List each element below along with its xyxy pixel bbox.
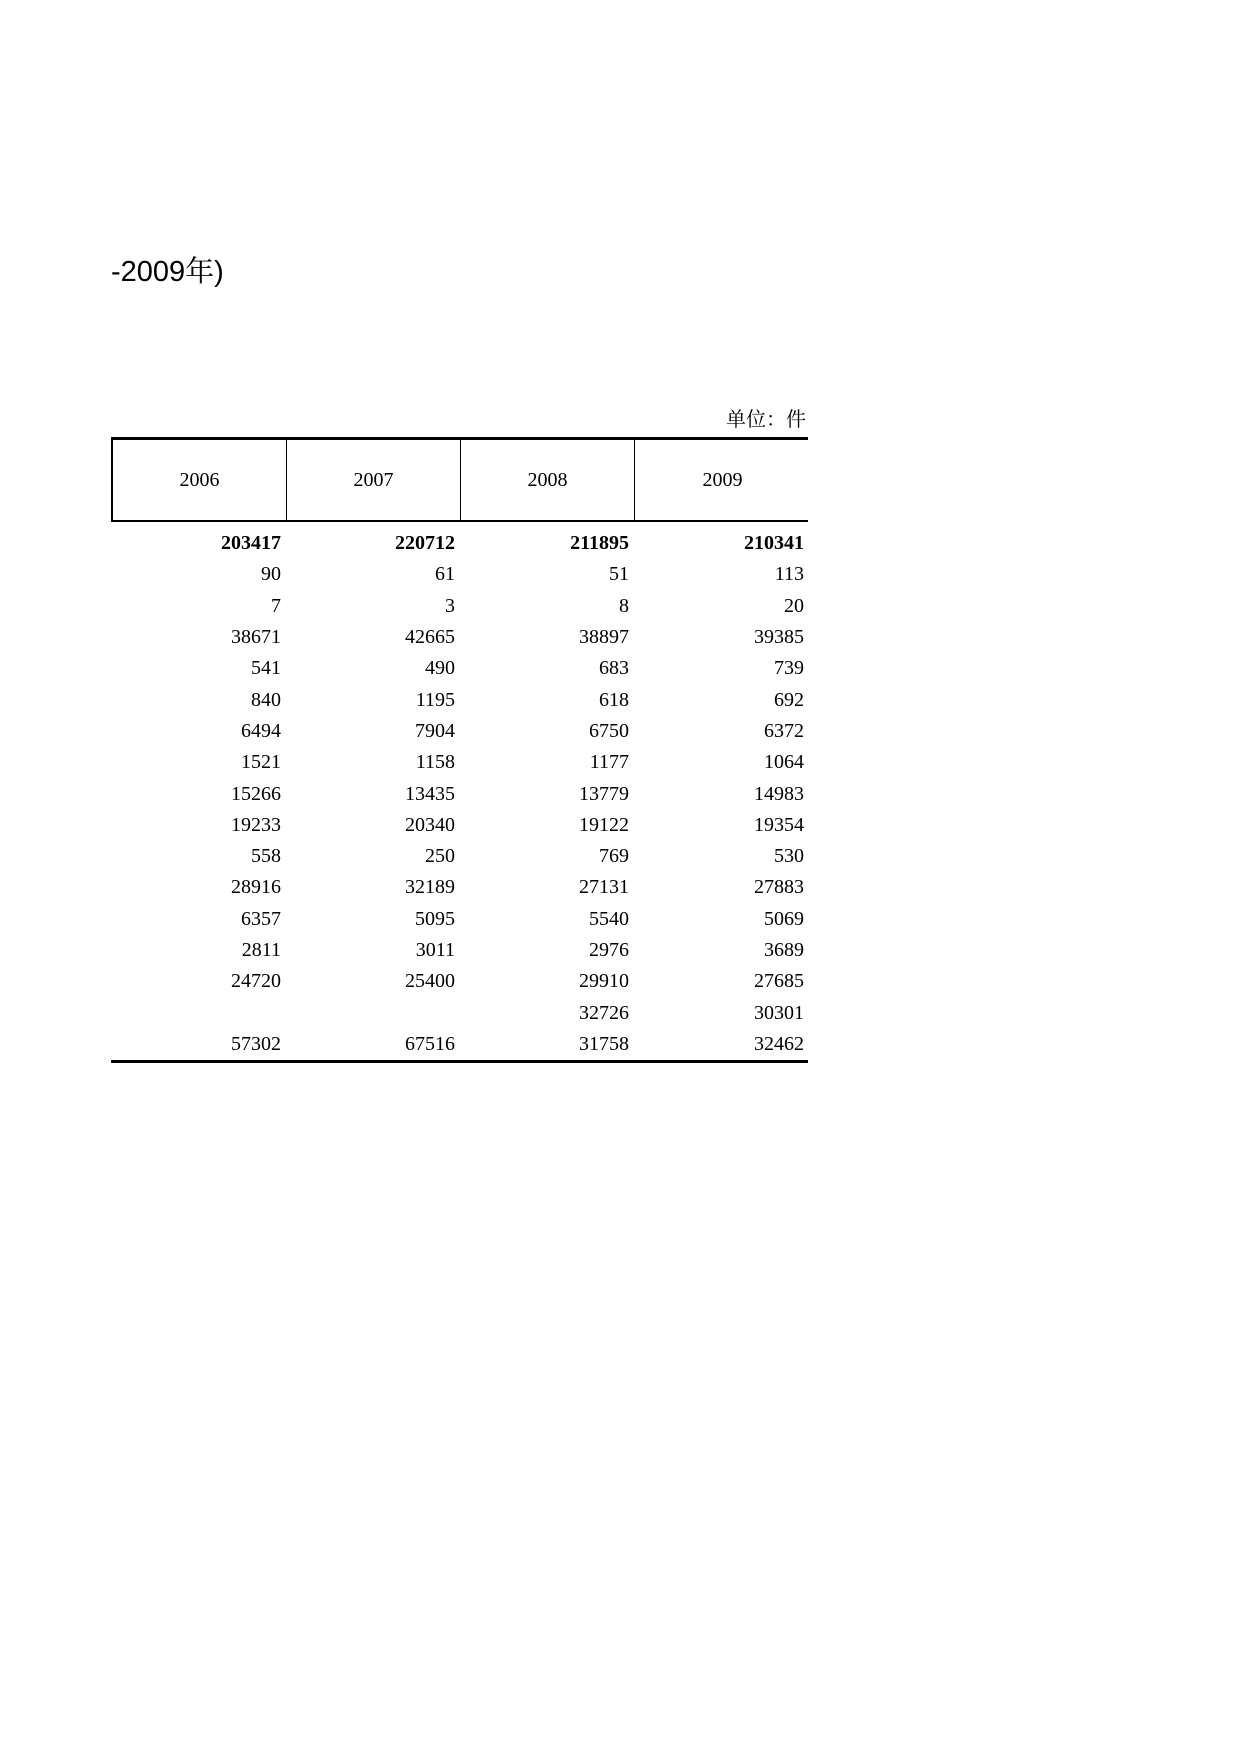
table-cell: 42665	[405, 626, 455, 649]
table-cell: 14983	[754, 782, 804, 805]
table-cell: 2976	[589, 939, 629, 961]
table-cell: 1195	[415, 688, 455, 711]
table-cell: 220712	[395, 532, 455, 555]
table-cell: 67516	[405, 1032, 455, 1055]
table-cell: 2811	[241, 939, 281, 961]
table-cell: 27685	[754, 970, 804, 993]
table-cell: 1521	[241, 751, 281, 774]
table-cell: 250	[425, 845, 455, 868]
table-cell: 210341	[744, 532, 804, 555]
table-cell: 51	[609, 563, 629, 586]
table-cell: 20	[784, 594, 804, 617]
table-cell: 1177	[589, 751, 629, 774]
table-cell: 203417	[221, 532, 281, 555]
table-cell: 3689	[764, 939, 804, 961]
table-cell: 8	[619, 594, 629, 617]
table-cell: 32726	[579, 1001, 629, 1024]
table-row	[111, 935, 808, 966]
table-row	[111, 591, 808, 622]
table-cell: 27883	[754, 876, 804, 899]
table-cell: 6372	[764, 719, 804, 742]
table-cell: 6494	[241, 719, 281, 742]
table-cell: 32189	[405, 876, 455, 899]
table-row	[111, 747, 808, 778]
table-cell: 38897	[579, 626, 629, 649]
table-cell: 5069	[764, 907, 804, 930]
table-cell: 57302	[231, 1032, 281, 1055]
table-cell: 6750	[589, 719, 629, 742]
table-cell: 19122	[579, 813, 629, 836]
table-cell: 618	[599, 688, 629, 711]
table-row	[111, 966, 808, 997]
table-cell: 32462	[754, 1032, 804, 1055]
table-cell: 5095	[415, 907, 455, 930]
table-cell: 27131	[579, 876, 629, 899]
table-cell: 1158	[415, 751, 455, 774]
table-cell: 692	[774, 688, 804, 711]
table-cell: 739	[774, 657, 804, 680]
table-cell: 13779	[579, 782, 629, 805]
table-cell: 39385	[754, 626, 804, 649]
table-cell: 3011	[415, 939, 455, 961]
table-cell: 1064	[764, 751, 804, 774]
table-cell: 558	[251, 845, 281, 868]
table-cell: 530	[774, 845, 804, 868]
table-cell: 61	[435, 563, 455, 586]
column-header-2006: 2006	[113, 440, 287, 520]
table-cell: 30301	[754, 1001, 804, 1024]
table-body	[111, 522, 808, 1063]
table-cell: 20340	[405, 813, 455, 836]
table-row	[111, 653, 808, 684]
table-cell: 13435	[405, 782, 455, 805]
table-row	[111, 622, 808, 653]
column-header-2009: 2009	[702, 468, 743, 491]
table-cell: 541	[251, 657, 281, 680]
table-row	[111, 684, 808, 715]
table-cell: 113	[774, 563, 804, 586]
page-title: -2009年)	[111, 256, 224, 288]
table-cell: 90	[261, 563, 281, 586]
column-header-2007: 2007	[287, 440, 461, 520]
table-cell: 3	[445, 594, 455, 617]
table-cell: 7	[271, 594, 281, 617]
table-cell: 15266	[231, 782, 281, 805]
table-cell: 24720	[231, 970, 281, 993]
table-cell: 769	[599, 845, 629, 868]
table-cell: 31758	[579, 1032, 629, 1055]
table-cell: 840	[251, 688, 281, 711]
data-table	[111, 437, 808, 1063]
table-cell: 25400	[405, 970, 455, 993]
table-row	[111, 810, 808, 841]
table-cell: 5540	[589, 907, 629, 930]
table-header	[111, 440, 808, 522]
table-cell: 7904	[415, 719, 455, 742]
table-cell: 19354	[754, 813, 804, 836]
table-row	[111, 559, 808, 590]
unit-label: 单位：件	[726, 407, 806, 431]
table-row	[111, 1029, 808, 1060]
column-header-2008: 2008	[461, 440, 635, 520]
table-row	[111, 841, 808, 872]
table-cell: 683	[599, 657, 629, 680]
table-row	[111, 904, 808, 935]
table-row	[111, 872, 808, 903]
table-cell: 29910	[579, 970, 629, 993]
table-cell: 6357	[241, 907, 281, 930]
table-row-total	[111, 528, 808, 559]
table-row	[111, 778, 808, 809]
table-row	[111, 997, 808, 1028]
table-cell: 490	[425, 657, 455, 680]
table-cell: 28916	[231, 876, 281, 899]
table-cell: 38671	[231, 626, 281, 649]
table-cell: 211895	[570, 532, 629, 555]
table-cell: 19233	[231, 813, 281, 836]
table-row	[111, 716, 808, 747]
